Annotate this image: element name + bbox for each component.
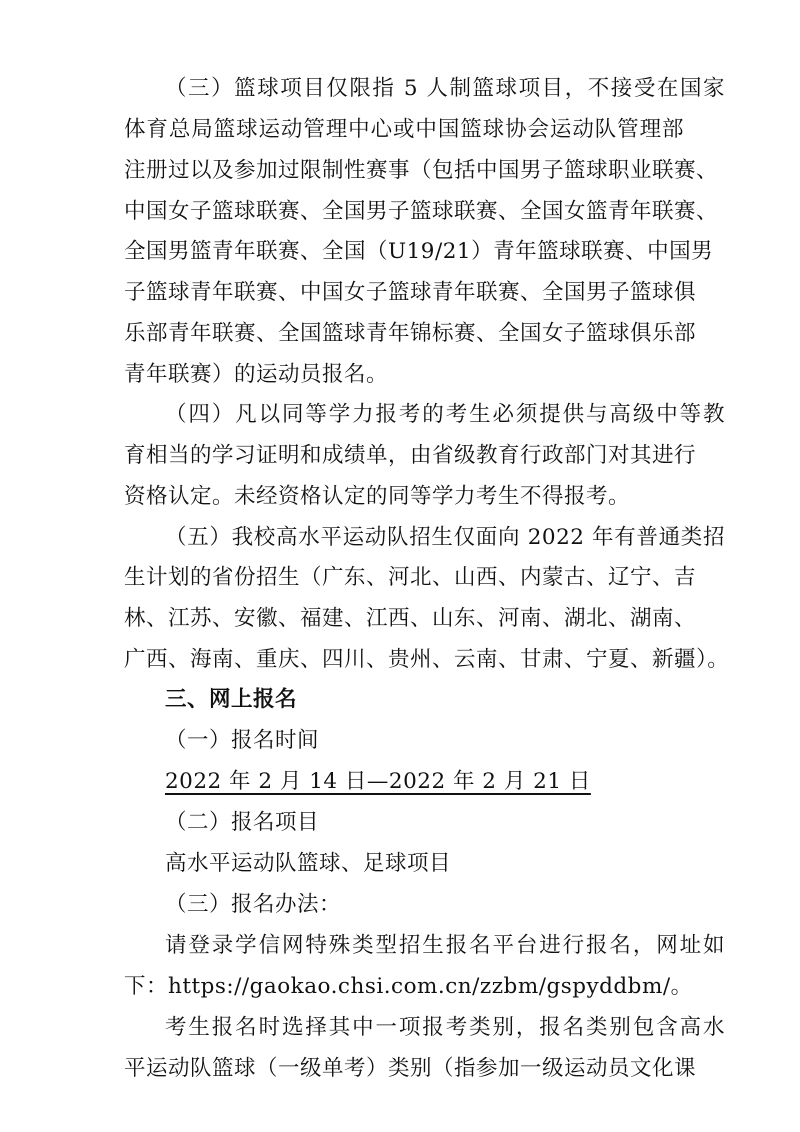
registration-dates: 2022 年 2 月 14 日—2022 年 2 月 21 日: [165, 769, 591, 794]
paragraph-4-line-1: （四）凡以同等学力报考的考生必须提供与高级中等教: [165, 402, 725, 427]
paragraph-3-line-8: 青年联赛）的运动员报名。: [124, 362, 389, 387]
paragraph-5-line-1: （五）我校高水平运动队招生仅面向 2022 年有普通类招: [165, 525, 725, 550]
method-line-1: 请登录学信网特殊类型招生报名平台进行报名，网址如: [165, 933, 725, 958]
registration-items: 高水平运动队篮球、足球项目: [165, 851, 452, 876]
paragraph-4-line-2: 育相当的学习证明和成绩单，由省级教育行政部门对其进行: [124, 443, 697, 468]
paragraph-5-line-4: 广西、海南、重庆、四川、贵州、云南、甘肃、宁夏、新疆）。: [124, 647, 730, 672]
subheading-items: （二）报名项目: [165, 810, 320, 835]
paragraph-5-line-3: 林、江苏、安徽、福建、江西、山东、河南、湖北、湖南、: [124, 606, 697, 631]
paragraph-3-line-3: 注册过以及参加过限制性赛事（包括中国男子篮球职业联赛、: [124, 158, 719, 183]
paragraph-3-line-2: 体育总局篮球运动管理中心或中国篮球协会运动队管理部: [124, 117, 684, 142]
section-heading: 三、网上报名: [165, 687, 298, 712]
paragraph-5-line-2: 生计划的省份招生（广东、河北、山西、内蒙古、辽宁、吉: [124, 565, 697, 590]
paragraph-4-line-3: 资格认定。未经资格认定的同等学力考生不得报考。: [124, 484, 631, 509]
subheading-method: （三）报名办法：: [165, 892, 342, 917]
category-line-1: 考生报名时选择其中一项报考类别，报名类别包含高水: [165, 1015, 725, 1040]
method-url-line: 下：https://gaokao.chsi.com.cn/zzbm/gspyddbm/。: [124, 974, 693, 999]
paragraph-3-line-1: （三）篮球项目仅限指 5 人制篮球项目，不接受在国家: [165, 76, 725, 101]
paragraph-3-line-4: 中国女子篮球联赛、全国男子篮球联赛、全国女篮青年联赛、: [124, 199, 719, 224]
paragraph-3-line-7: 乐部青年联赛、全国篮球青年锦标赛、全国女子篮球俱乐部: [124, 321, 697, 346]
category-line-2: 平运动队篮球（一级单考）类别（指参加一级运动员文化课: [124, 1056, 697, 1081]
subheading-time: （一）报名时间: [165, 728, 320, 753]
paragraph-3-line-5: 全国男篮青年联赛、全国（U19/21）青年篮球联赛、中国男: [124, 239, 714, 264]
paragraph-3-line-6: 子篮球青年联赛、中国女子篮球青年联赛、全国男子篮球俱: [124, 280, 697, 305]
